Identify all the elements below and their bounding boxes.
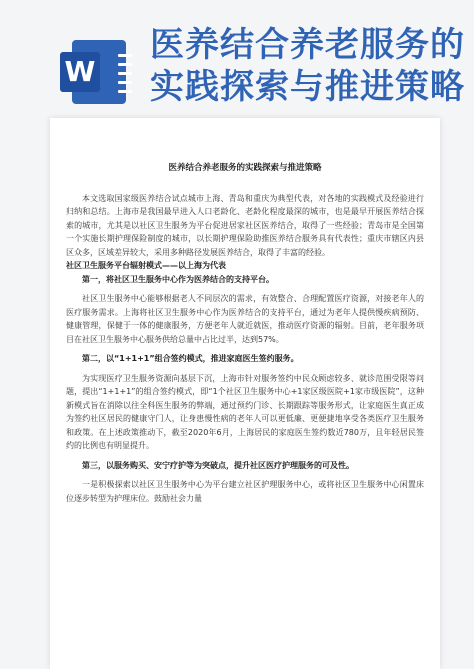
section-heading: 社区卫生服务平台辐射模式——以上海为代表 (66, 261, 226, 270)
paragraph-point-one: 社区卫生服务中心能够根据老人不同层次的需求，有效整合、合理配置医疗资源，对接老年人的医疗服务需求。上海将社区卫生服务中心作为医养结合的支持平台，通过为老年人提供慢疾病预防、健康管理，保健于一体的健康服务，方便老年人就近就医，推动医疗资源的辐射。目前，老年服务项目在社区卫生服务中心服务供给总量中占比过半，达到57%。 (66, 294, 424, 344)
banner-title: 医养结合养老服务的实践探索与推进策略 (150, 25, 465, 107)
point-two-heading: 第二，以“1+1+1”组合签约模式，推进家庭医生签约服务。 (82, 354, 299, 363)
paragraph-point-three: 一是积极探索以社区卫生服务中心为平台建立社区护理服务中心，或将社区卫生服务中心闲置床位逐步转型为护理床位。鼓励社会力量 (66, 480, 424, 503)
word-icon-letter: W (60, 52, 100, 92)
point-three-heading: 第三，以服务购买、安宁疗护等为突破点，提升社区医疗护理服务的可及性。 (82, 460, 354, 470)
paragraph-intro: 本文选取国家级医养结合试点城市上海、青岛和重庆为典型代表，对各地的实践模式及经验进行归纳和总结。上海市是我国最早进入人口老龄化、老龄化程度最深的城市，也是最早开展医养结合探索的城市，尤其是以社区卫生服务为平台促进居家社区医养结合，取得了一些经验；青岛市是全国第一个实施长期护理保险制度的城市，以长期护理保险助推医养结合服务具有代表性；重庆市辖区内县区众多，区域差异较大，采用多种路径发展医养结合，取得了丰富的经验。 (66, 193, 424, 257)
word-icon-lines (118, 54, 132, 99)
document-body (66, 126, 424, 511)
document-title: 医养结合养老服务的实践探索与推进策略 (168, 163, 322, 173)
banner-header (0, 0, 474, 118)
paragraph-point-two: 为实现医疗卫生服务资源向基层下沉，上海市针对服务签约中民众顾虑较多、就诊范围受限等问题，提出“1+1+1”的组合签约模式，即“1个社区卫生服务中心+1家区级医院+1家市级医院”，这种新模式旨在消除以往全科医生服务的弊端，通过预约门诊、长期跟踪等服务形式，让家庭医生真正成为签约社区居民的健康守门人，让身患慢性病的老年人可以更低廉、更便捷地享受各类医疗卫生服务和政策。在上述政策推动下，截至2020年6月，上海居民的家庭医生签约数近780万，且年轻居民签约的比例也有明显提升。 (66, 373, 424, 450)
point-one-heading: 第一，将社区卫生服务中心作为医养结合的支持平台。 (82, 274, 274, 284)
word-icon (60, 40, 126, 104)
